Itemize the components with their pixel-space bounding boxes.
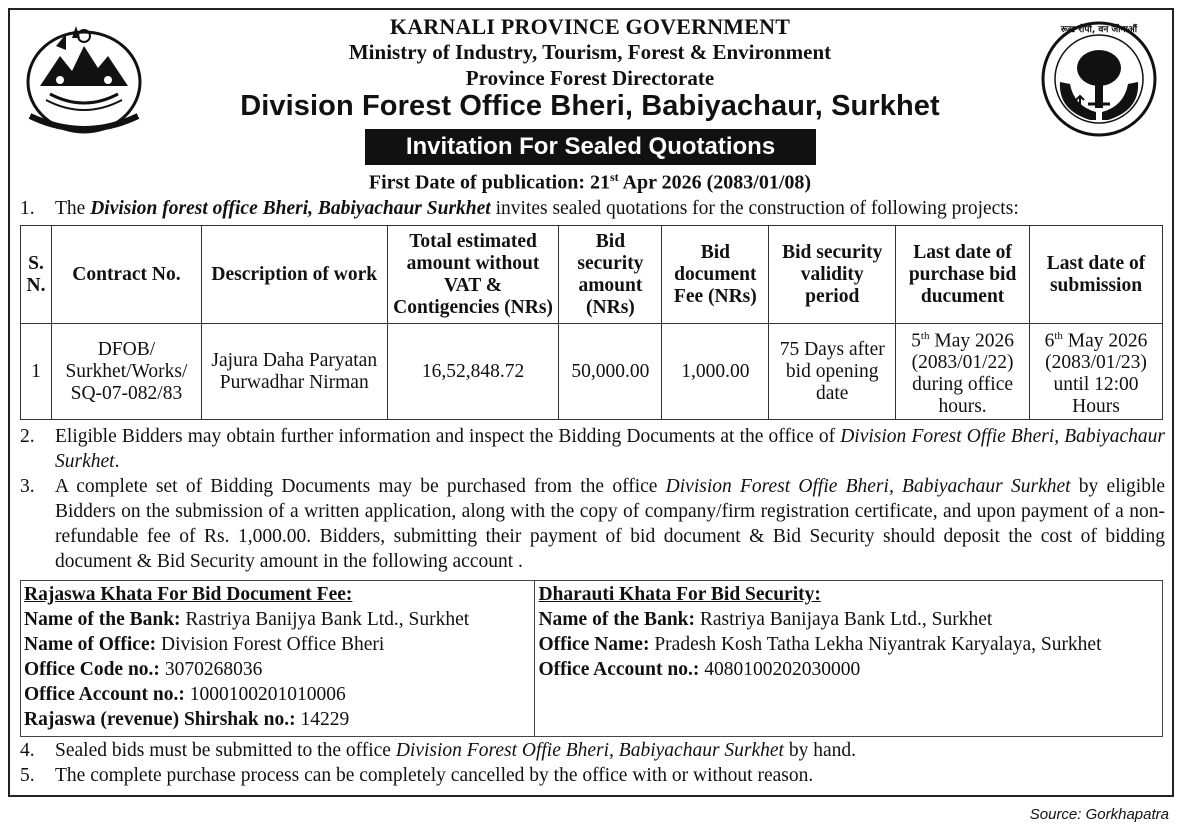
header-directorate: Province Forest Directorate: [465, 66, 715, 90]
notice-title-banner: Invitation For Sealed Quotations: [365, 129, 816, 165]
col-validity: Bid security validity period: [769, 226, 896, 324]
projects-table: [20, 225, 1163, 420]
col-contract: Contract No.: [51, 226, 201, 324]
header-government: KARNALI PROVINCE GOVERNMENT: [389, 14, 791, 39]
forest-office-logo-icon: [1040, 20, 1158, 138]
header-office: Division Forest Office Bheri, Babiyachaur, Surkhet: [240, 90, 940, 122]
bid-security-account-title: Dharauti Khata For Bid Security:: [538, 584, 821, 605]
col-document-fee: Bid document Fee (NRs): [662, 226, 769, 324]
bid-fee-account-title: Rajaswa Khata For Bid Document Fee:: [24, 584, 353, 605]
cell-sn: 1: [21, 324, 52, 420]
bid-security-account: Dharauti Khata For Bid Security: Name of the Bank: Rastriya Banijaya Bank Ltd., Surkhet Office Name: Pradesh Kosh Tatha Lekha Niyantrak Karyalaya, Surkhet Office Account no.: 4080100202030000: [535, 581, 1163, 737]
clause-1: 1. The Division forest office Bheri, Babiyachaur Surkhet invites sealed quotations for the construction of following projects:: [20, 198, 1019, 219]
col-description: Description of work: [201, 226, 387, 324]
cell-description: Jajura Daha Paryatan Purwadhar Nirman: [201, 324, 387, 420]
col-sn: S. N.: [21, 226, 52, 324]
cell-document-fee: 1,000.00: [662, 324, 769, 420]
bank-accounts-table: [20, 580, 1163, 737]
clause-2: 2. Eligible Bidders may obtain further information and inspect the Bidding Documents at the office of Division Forest Offie Bheri, Babiyachaur Surkhet.: [20, 426, 1166, 472]
cell-validity: 75 Days after bid opening date: [769, 324, 896, 420]
source-credit: Source: Gorkhapatra: [1029, 806, 1169, 823]
col-total-amount: Total estimated amount without VAT & Contigencies (NRs): [387, 226, 559, 324]
publication-date: First Date of publication: 21st Apr 2026 (2083/01/08): [368, 170, 812, 194]
cell-submission-date: 6th May 2026 (2083/01/23) until 12:00 Hours: [1030, 324, 1163, 420]
col-purchase-date: Last date of purchase bid ducument: [896, 226, 1030, 324]
forest-logo-motto: रूख रोपौं, वन जोगाऔं: [1060, 25, 1138, 35]
bid-document-fee-account: Rajaswa Khata For Bid Document Fee: Name of the Bank: Rastriya Banijya Bank Ltd., Surkhet Name of Office: Division Forest Office Bheri Office Code no.: 3070268036 Office Account no.: 1000100201010006 Rajaswa (revenue) Shirshak no.: 14229: [21, 581, 535, 737]
nepal-emblem-icon: [20, 16, 148, 140]
cell-purchase-date: 5th May 2026 (2083/01/22) during office hours.: [896, 324, 1030, 420]
clause-5: 5. The complete purchase process can be completely cancelled by the office with or without reason.: [20, 765, 814, 786]
col-bid-security: Bid security amount (NRs): [559, 226, 662, 324]
header-ministry: Ministry of Industry, Tourism, Forest & Environment: [348, 40, 832, 64]
clause-3: 3. A complete set of Bidding Documents may be purchased from the office Division Forest Offie Bheri, Babiyachaur Surkhet by eligible Bidders on the submission of a written application, along with the copy of company/firm registration certificate, and upon payment of a non-refundable fee of Rs. 1,000.00. Bidders, submitting their payment of bid document & Bid Security should deposit the cost of bidding document & Bid Security amount in the following account .: [20, 476, 1166, 572]
table-row: [21, 324, 1163, 420]
clause-4: 4. Sealed bids must be submitted to the office Division Forest Offie Bheri, Babiyachaur Surkhet by hand.: [20, 740, 856, 761]
cell-bid-security: 50,000.00: [559, 324, 662, 420]
col-submission-date: Last date of submission: [1030, 226, 1163, 324]
table-header-row: [21, 226, 1163, 324]
cell-contract: DFOB/ Surkhet/Works/ SQ-07-082/83: [51, 324, 201, 420]
cell-total-amount: 16,52,848.72: [387, 324, 559, 420]
